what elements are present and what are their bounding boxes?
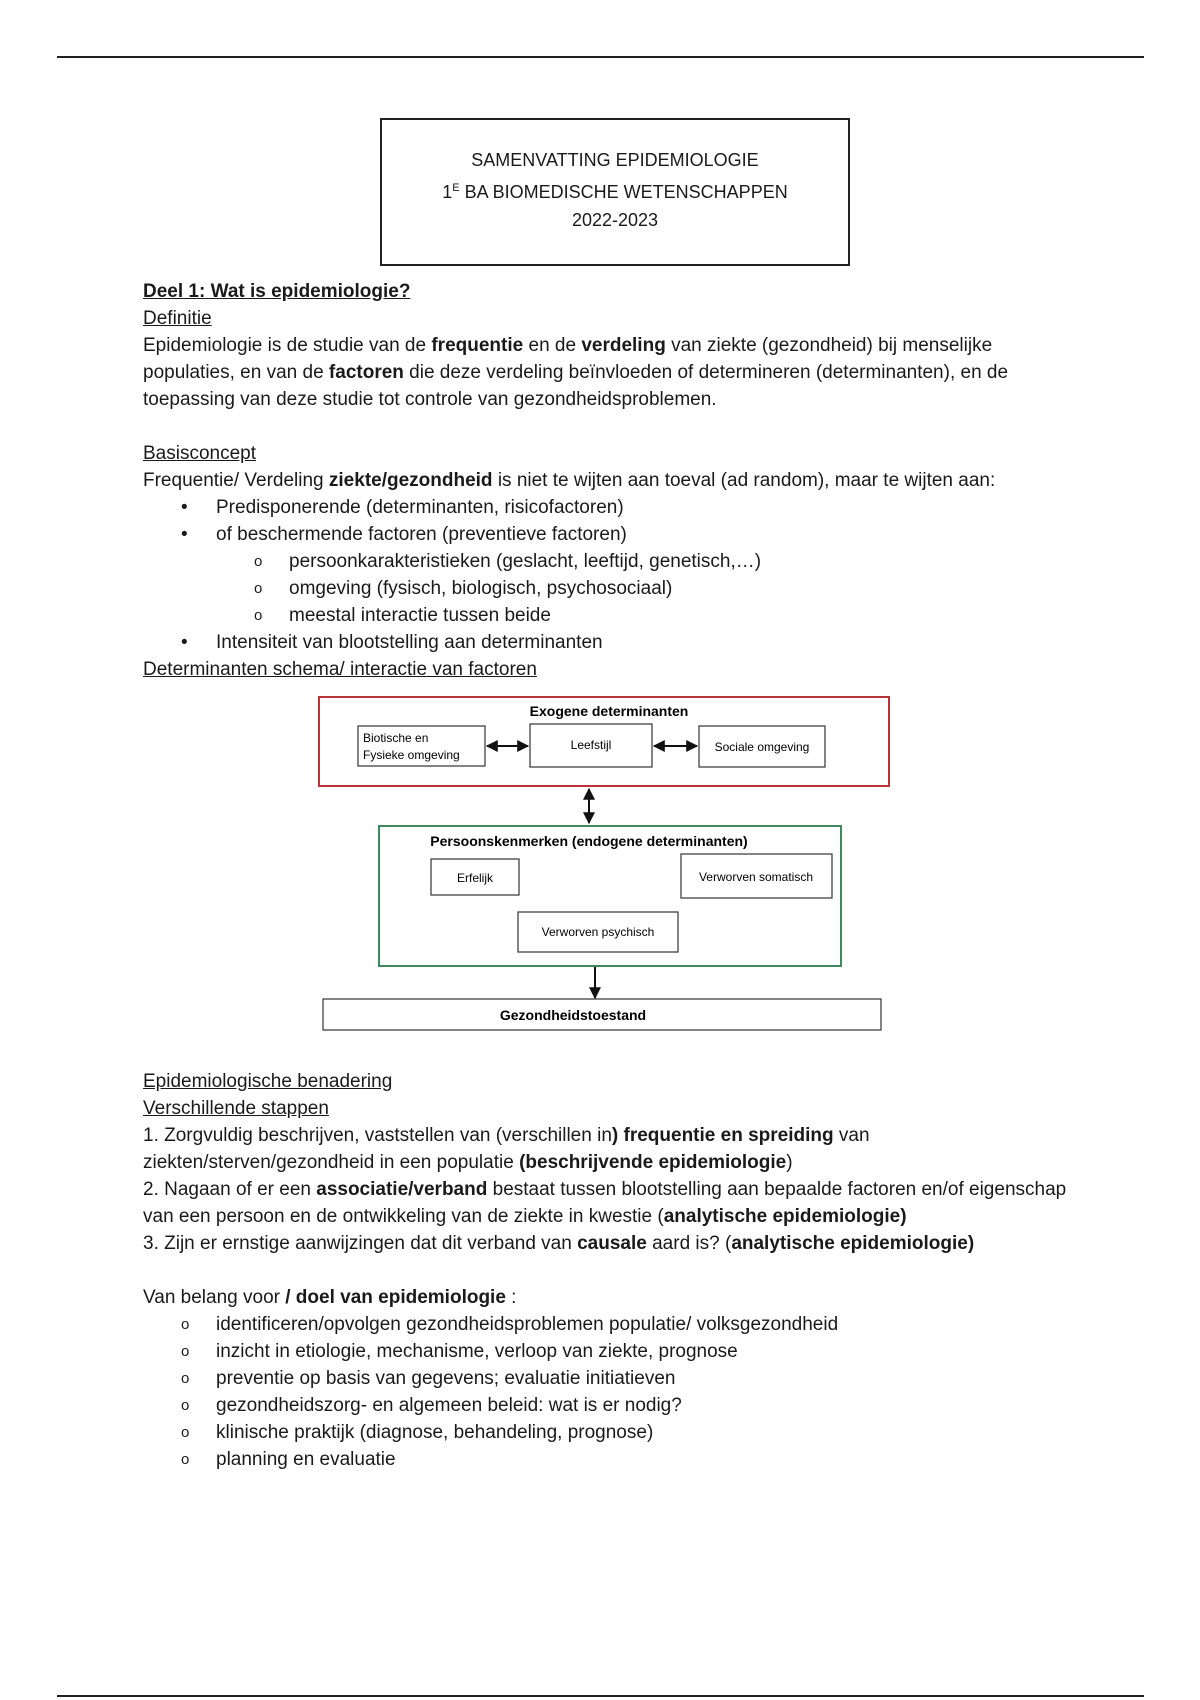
list-item: o klinische praktijk (diagnose, behandeling, prognose) [143, 1419, 1083, 1446]
document-body [143, 278, 1083, 1473]
list-item: • Intensiteit van blootstelling aan determinanten [143, 629, 1083, 656]
gezondheid-label: Gezondheidstoestand [499, 1007, 647, 1023]
list-item: o inzicht in etiologie, mechanisme, verloop van ziekte, prognose [143, 1338, 1083, 1365]
title-line2-rest: BA BIOMEDISCHE WETENSCHAPPEN [459, 182, 788, 202]
text-segment: ziekte/gezondheid [328, 470, 493, 491]
benadering-heading: Epidemiologische benadering [143, 1071, 393, 1092]
leefstijl-label: Leefstijl [570, 738, 612, 752]
bottom-rule [57, 1695, 1144, 1697]
doel-list [143, 1311, 1083, 1473]
title-line2-prefix: 1 [442, 182, 453, 202]
section-heading: Deel 1: Wat is epidemiologie? [143, 281, 411, 302]
step-3 [143, 1230, 1083, 1257]
bullet-list-2 [143, 629, 1083, 656]
text-segment: analytische epidemiologie) [663, 1206, 907, 1227]
text-segment: ) frequentie en spreiding [611, 1125, 834, 1146]
definitie-heading: Definitie [143, 308, 212, 329]
list-item: o omgeving (fysisch, biologisch, psychosociaal) [143, 575, 1083, 602]
exogeen-title: Exogene determinanten [529, 703, 689, 719]
definitie-paragraph [143, 332, 1083, 413]
list-item: o meestal interactie tussen beide [143, 602, 1083, 629]
list-item: o identificeren/opvolgen gezondheidsproblemen populatie/ volksgezondheid [143, 1311, 1083, 1338]
list-item: o preventie op basis van gegevens; evaluatie initiatieven [143, 1365, 1083, 1392]
text-segment: van ziekte (gezondheid) bij menselijke populaties, en van de [143, 335, 993, 383]
title-line1: SAMENVATTING EPIDEMIOLOGIE [471, 150, 759, 170]
schema-heading: Determinanten schema/ interactie van factoren [143, 659, 537, 680]
text-segment: van ziekten/sterven/gezondheid in een populatie [143, 1125, 870, 1173]
text-segment: associatie/verband [316, 1179, 488, 1200]
list-item: o gezondheidszorg- en algemeen beleid: wat is er nodig? [143, 1392, 1083, 1419]
top-rule [57, 56, 1144, 58]
text-segment: frequentie [431, 335, 524, 356]
doel-paragraph [143, 1284, 1083, 1311]
basisconcept-heading: Basisconcept [143, 443, 257, 464]
text-segment: ) [786, 1152, 793, 1173]
determinanten-diagram [315, 693, 895, 1033]
biotisch-line2: Fysieke omgeving [363, 748, 460, 762]
text-segment: 1. Zorgvuldig beschrijven, vaststellen van (verschillen in [143, 1125, 612, 1146]
basisconcept-paragraph [143, 467, 1083, 494]
list-item: o planning en evaluatie [143, 1446, 1083, 1473]
text-segment: en de [523, 335, 582, 356]
persoon-title: Persoonskenmerken (endogene determinanten) [430, 833, 748, 849]
title-box [380, 118, 850, 266]
sociale-label: Sociale omgeving [714, 740, 810, 754]
text-segment: Epidemiologie is de studie van de [143, 335, 432, 356]
psychisch-label: Verworven psychisch [541, 925, 655, 939]
somatisch-label: Verworven somatisch [698, 870, 814, 884]
text-segment: analytische epidemiologie) [731, 1233, 975, 1254]
list-item: • Predisponerende (determinanten, risicofactoren) [143, 494, 1083, 521]
text-segment: 3. Zijn er ernstige aanwijzingen dat dit verband van [143, 1233, 578, 1254]
text-segment: / doel van epidemiologie [285, 1287, 506, 1308]
text-segment: Van belang voor [143, 1287, 286, 1308]
bullet-list [143, 494, 1083, 548]
stappen-heading: Verschillende stappen [143, 1098, 329, 1119]
step-2 [143, 1176, 1083, 1230]
erfelijk-label: Erfelijk [456, 871, 494, 885]
text-segment: factoren [328, 362, 404, 383]
sub-bullet-list [143, 548, 1083, 629]
text-segment: : [505, 1287, 517, 1308]
text-segment: verdeling [581, 335, 666, 356]
biotisch-line1: Biotische en [363, 731, 429, 745]
text-segment: bestaat tussen blootstelling aan bepaalde factoren en/of eigenschap van een persoon en de ontwikkeling van de ziekte in kwestie ( [143, 1179, 1067, 1227]
step-1 [143, 1122, 1083, 1176]
text-segment: (beschrijvende epidemiologie [519, 1152, 787, 1173]
list-item: o persoonkarakteristieken (geslacht, leeftijd, genetisch,…) [143, 548, 1083, 575]
list-item: • of beschermende factoren (preventieve factoren) [143, 521, 1083, 548]
text-segment: Frequentie/ Verdeling [143, 470, 329, 491]
text-segment: die deze verdeling beïnvloeden of determineren (determinanten), en de toepassing van deze studie tot controle van gezondheidsproblemen. [143, 362, 1009, 410]
text-segment: 2. Nagaan of er een [143, 1179, 317, 1200]
title-line2-sup: E [452, 182, 460, 194]
title-line3: 2022-2023 [571, 210, 659, 230]
text-segment: causale [577, 1233, 647, 1254]
text-segment: aard is? ( [646, 1233, 732, 1254]
title-line2 [382, 174, 848, 206]
text-segment: is niet te wijten aan toeval (ad random), maar te wijten aan: [492, 470, 996, 491]
